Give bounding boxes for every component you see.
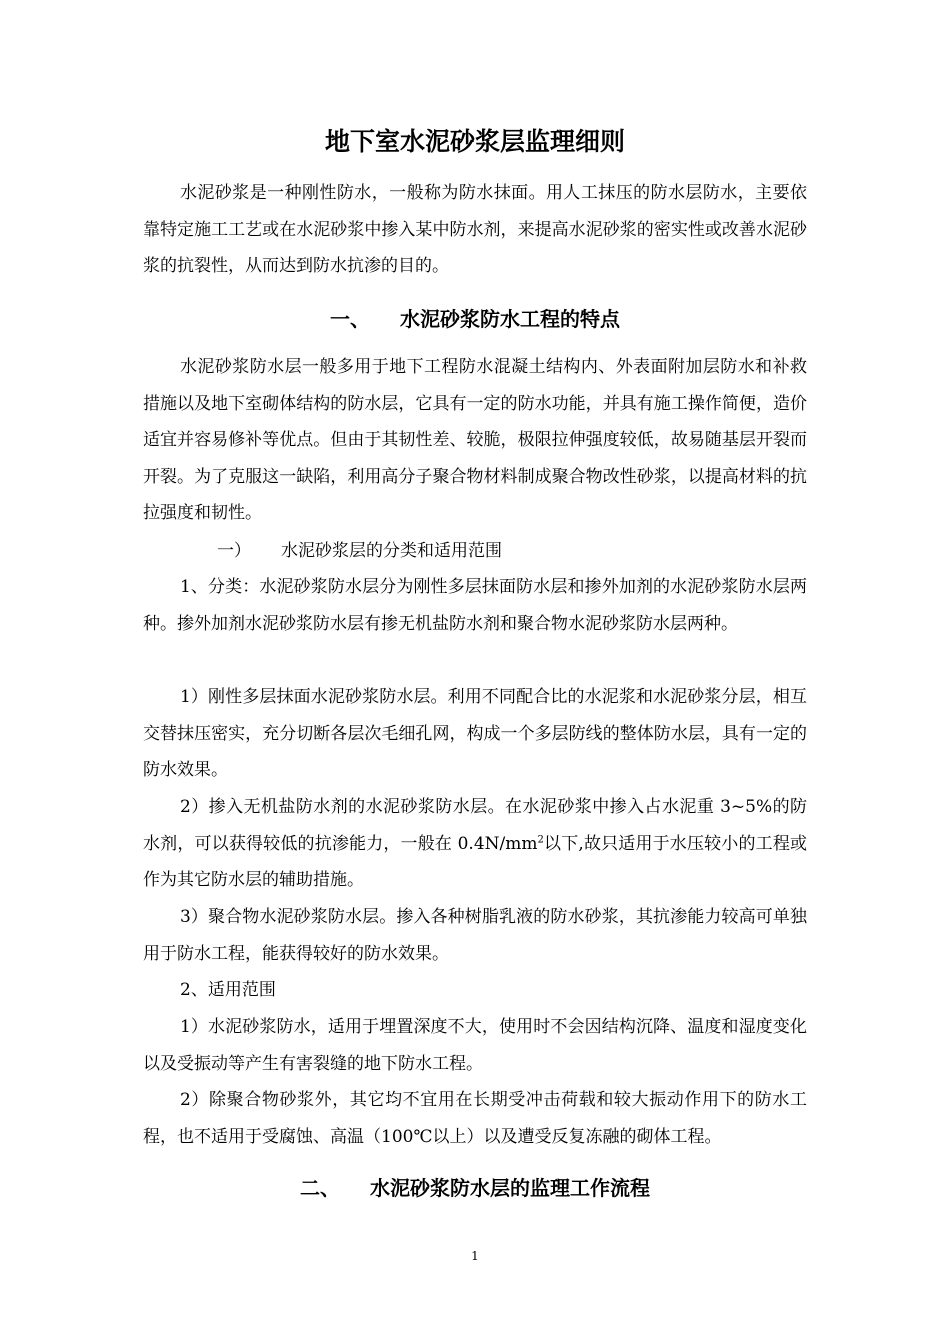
superscript-2: 2 — [537, 833, 544, 845]
subsection-heading — [143, 533, 807, 570]
section-2-heading — [0, 1173, 950, 1203]
classification-paragraph: 1、分类：水泥砂浆防水层分为刚性多层抹面防水层和掺外加剂的水泥砂浆防水层两种。掺外加剂水泥砂浆防水层有掺无机盐防水剂和聚合物水泥砂浆防水层两种。 — [143, 577, 807, 634]
inorganic-salt-text-a: 2）掺入无机盐防水剂的水泥砂浆防水层。在水泥砂浆中掺入占水泥重 3~5%的防水剂，可以获得较低的抗渗能力，一般在 0.4N/mm — [143, 797, 807, 854]
section-2-number: 二、 — [300, 1176, 340, 1200]
section-1-number: 一、 — [330, 307, 370, 331]
subsection-number: 一） — [217, 541, 251, 561]
section-1-heading — [0, 304, 950, 334]
subsection-title: 水泥砂浆层的分类和适用范围 — [281, 541, 502, 561]
inorganic-salt-paragraph — [143, 789, 807, 899]
rigid-layer-paragraph: 1）刚性多层抹面水泥砂浆防水层。利用不同配合比的水泥浆和水泥砂浆分层，相互交替抹压密实，充分切断各层次毛细孔网，构成一个多层防线的整体防水层，具有一定的防水效果。 — [143, 687, 807, 780]
polymer-paragraph: 3）聚合物水泥砂浆防水层。掺入各种树脂乳液的防水砂浆，其抗渗能力较高可单独用于防水工程，能获得较好的防水效果。 — [143, 907, 807, 964]
page-number: 1 — [471, 1249, 479, 1263]
scope-item-2: 2）除聚合物砂浆外，其它均不宜用在长期受冲击荷载和较大振动作用下的防水工程，也不适用于受腐蚀、高温（100℃以上）以及遭受反复冻融的砌体工程。 — [143, 1090, 807, 1147]
intro-paragraph: 水泥砂浆是一种刚性防水，一般称为防水抹面。用人工抹压的防水层防水，主要依靠特定施工工艺或在水泥砂浆中掺入某中防水剂，来提高水泥砂浆的密实性或改善水泥砂浆的抗裂性，从而达到防水抗渗的目的。 — [143, 183, 807, 276]
document-title: 地下室水泥砂浆层监理细则 — [324, 127, 625, 156]
scope-heading: 2、适用范围 — [180, 980, 276, 1000]
section-1-title: 水泥砂浆防水工程的特点 — [400, 307, 620, 331]
section-2-title: 水泥砂浆防水层的监理工作流程 — [370, 1176, 650, 1200]
section-1-paragraph: 水泥砂浆防水层一般多用于地下工程防水混凝土结构内、外表面附加层防水和补救措施以及地下室砌体结构的防水层，它具有一定的防水功能，并具有施工操作简便，造价适宜并容易修补等优点。但由于其韧性差、较脆，极限拉伸强度较低，故易随基层开裂而开裂。为了克服这一缺陷，利用高分子聚合物材料制成聚合物改性砂浆，以提高材料的抗拉强度和韧性。 — [143, 357, 807, 523]
scope-item-1: 1）水泥砂浆防水，适用于埋置深度不大，使用时不会因结构沉降、温度和湿度变化以及受振动等产生有害裂缝的地下防水工程。 — [143, 1017, 807, 1074]
inorganic-salt-text-b: 以下,故只适用于水压较小的工程或作为其它防水层的辅助措施。 — [143, 833, 807, 890]
